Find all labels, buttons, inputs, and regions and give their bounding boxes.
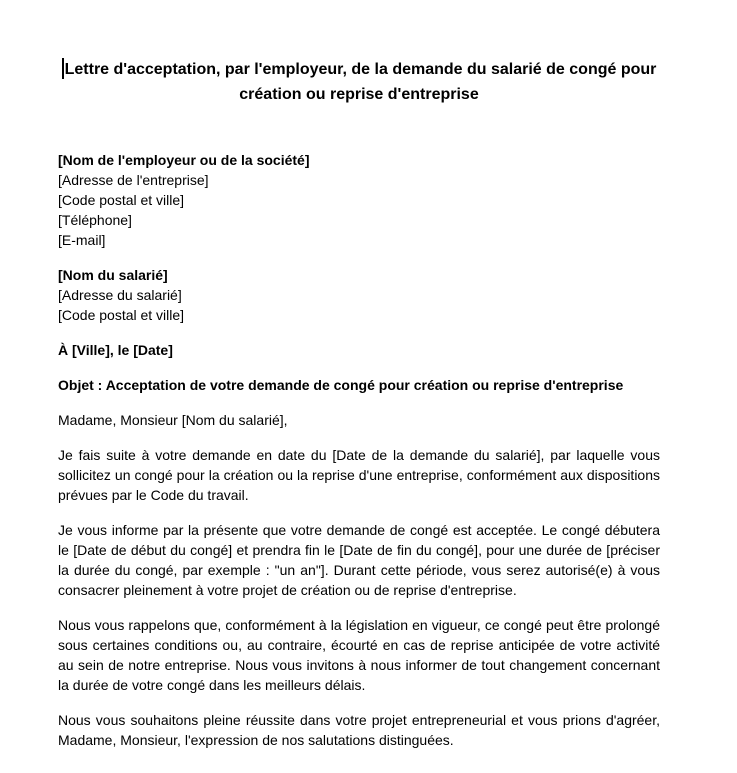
employee-address-block[interactable] [58, 265, 660, 325]
document-title[interactable] [58, 57, 660, 107]
employee-postal-city[interactable]: [Code postal et ville] [58, 307, 185, 323]
subject-line[interactable]: Objet : Acceptation de votre demande de congé pour création ou reprise d'entreprise [58, 377, 624, 393]
date-place-line[interactable]: À [Ville], le [Date] [58, 342, 173, 358]
title-line-1-wrap [58, 57, 660, 82]
employer-email[interactable]: [E-mail] [58, 232, 106, 248]
employer-phone[interactable]: [Téléphone] [58, 212, 132, 228]
salutation-line[interactable]: Madame, Monsieur [Nom du salarié], [58, 412, 288, 428]
title-line-2: création ou reprise d'entreprise [239, 86, 479, 103]
employee-name[interactable]: [Nom du salarié] [58, 267, 168, 283]
title-line-2-wrap [58, 82, 660, 107]
employer-address-block[interactable] [58, 150, 660, 250]
employee-address[interactable]: [Adresse du salarié] [58, 287, 182, 303]
body-paragraph-1[interactable]: Je fais suite à votre demande en date du [Date de la demande du salarié], par laquelle vous sollicitez un congé pour la création ou la reprise d'une entreprise, conformément aux dispositions prévues par le Code du travail. [58, 447, 660, 503]
employer-postal-city[interactable]: [Code postal et ville] [58, 192, 185, 208]
title-line-1: Lettre d'acceptation, par l'employeur, de la demande du salarié de congé pour [64, 61, 657, 78]
body-paragraph-3[interactable]: Nous vous rappelons que, conformément à la législation en vigueur, ce congé peut être prolongé sous certaines conditions ou, au contraire, écourté en cas de reprise anticipée de votre activité au sein de notre entreprise. Nous vous invitons à nous informer de tout changement concernant la durée de votre congé dans les meilleurs délais. [58, 617, 660, 693]
employer-name[interactable]: [Nom de l'employeur ou de la société] [58, 152, 310, 168]
text-cursor [62, 58, 64, 79]
employer-address[interactable]: [Adresse de l'entreprise] [58, 172, 209, 188]
body-paragraph-2[interactable]: Je vous informe par la présente que votre demande de congé est acceptée. Le congé débutera le [Date de début du congé] et prendra fin le [Date de fin du congé], pour une durée de [préciser la durée du congé, par exemple : "un an"]. Durant cette période, vous serez autorisé(e) à vous consacrer pleinement à votre projet de création ou de reprise d'entreprise. [58, 522, 660, 598]
body-paragraph-4[interactable]: Nous vous souhaitons pleine réussite dans votre projet entrepreneurial et vous prions d'agréer, Madame, Monsieur, l'expression de nos salutations distinguées. [58, 712, 660, 748]
